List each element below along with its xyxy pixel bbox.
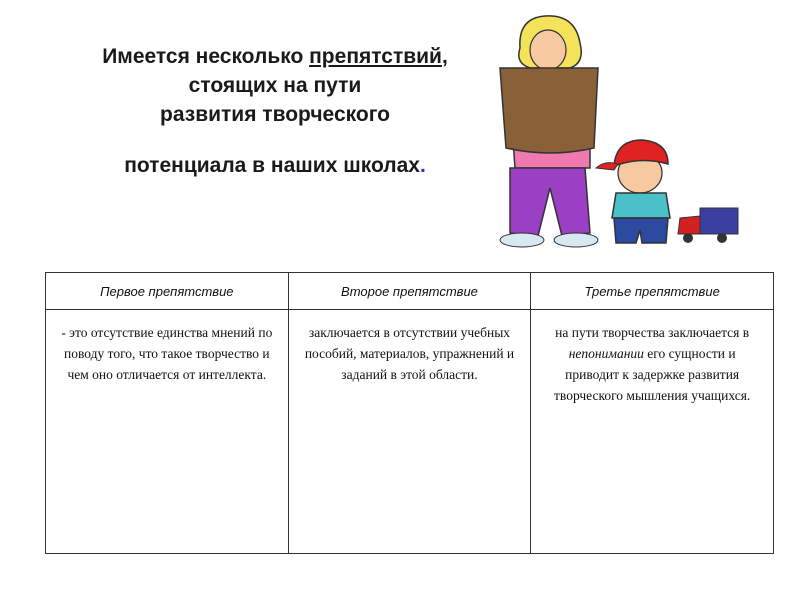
heading-comma: , <box>441 45 448 68</box>
table-row <box>46 310 774 554</box>
heading-period: . <box>419 154 426 177</box>
heading-underlined-word: препятствий <box>309 45 442 68</box>
table-header-row <box>46 273 774 310</box>
cell-italic-word: непонимании <box>568 346 644 361</box>
cell-third-obstacle <box>531 310 774 554</box>
cell-text: его сущности и приводит к задержке развития творческого мышления учащихся. <box>554 346 751 403</box>
toy-truck <box>678 208 738 243</box>
header-first-obstacle: Первое препятствие <box>46 273 289 310</box>
header-third-obstacle: Третье препятствие <box>531 273 774 310</box>
boy-figure <box>596 140 670 243</box>
heading-line-3: развития творческого <box>160 103 390 126</box>
cell-second-obstacle: заключается в отсутствии учебных пособий, материалов, упражнений и заданий в этой области. <box>288 310 531 554</box>
cell-first-obstacle: - это отсутствие единства мнений по поводу того, что такое творчество и чем оно отличается от интеллекта. <box>46 310 289 554</box>
heading-text: потенциала в наших школах <box>124 154 420 177</box>
cell-text: на пути творчества заключается в <box>555 325 750 340</box>
header-second-obstacle: Второе препятствие <box>288 273 531 310</box>
obstacles-table <box>45 272 774 554</box>
heading-line-1 <box>40 42 510 71</box>
woman-figure <box>500 16 598 247</box>
slide-heading <box>40 42 510 180</box>
heading-line-2: стоящих на пути <box>188 74 362 97</box>
clipart-people-illustration <box>490 8 760 258</box>
heading-line-4 <box>40 151 510 180</box>
heading-text: Имеется несколько <box>102 45 310 68</box>
